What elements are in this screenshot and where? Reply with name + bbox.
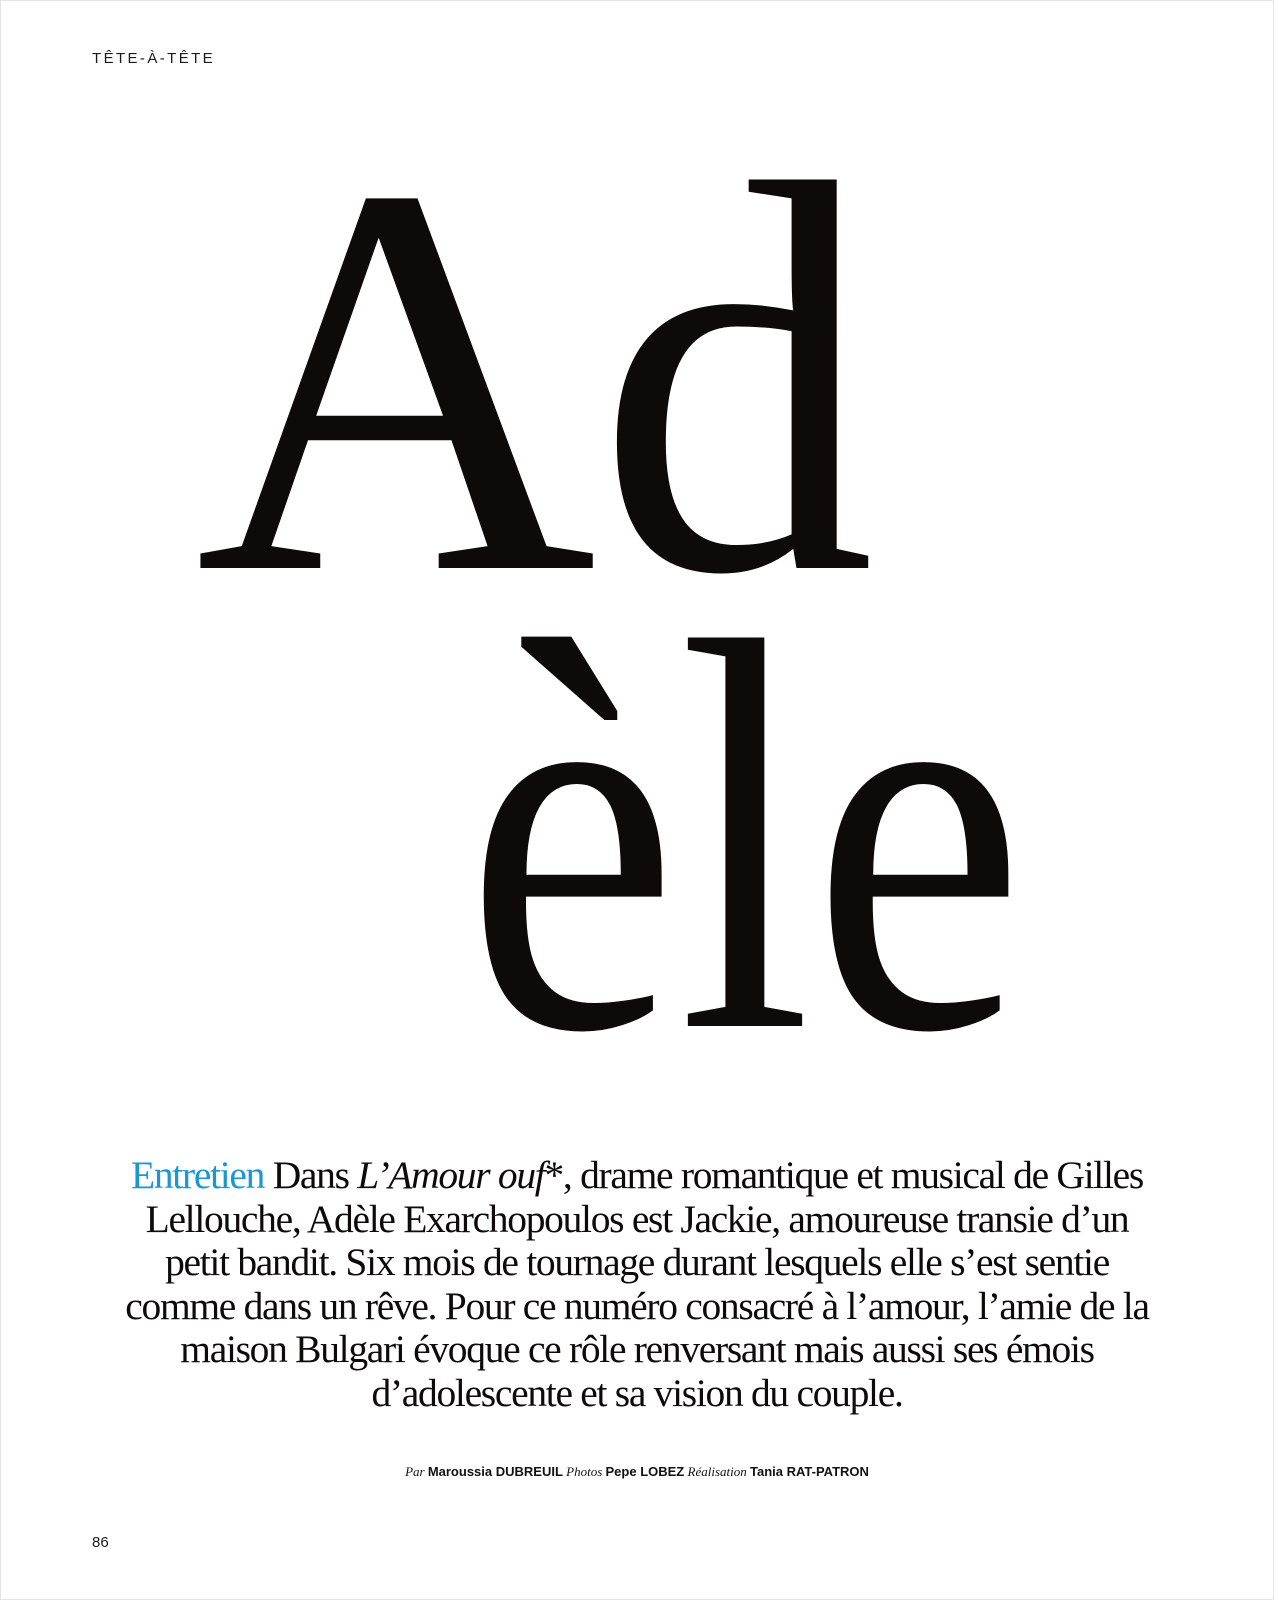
credit-writer-role: Par [405,1464,425,1479]
credit-photos-role: Photos [566,1464,603,1479]
intro-paragraph [120,1154,1154,1415]
credits-line [0,1464,1274,1480]
headline-line-2: èle [465,528,1025,1060]
credit-writer: Maroussia DUBREUIL [427,1464,563,1479]
credit-styling-role: Réalisation [687,1464,747,1479]
credit-photographer: Pepe LOBEZ [605,1464,685,1479]
section-rubric: TÊTE-À-TÊTE [92,50,216,67]
film-title: L’Amour ouf [357,1153,545,1197]
intro-kicker: Entretien [131,1153,265,1197]
headline-line-1: Ad [195,70,875,690]
page-number: 86 [92,1534,109,1551]
intro-text-body: *, drame romantique et musical de Gilles Lellouche, Adèle Exarchopoulos est Jackie, amoureuse transie d’un petit bandit. Six mois de tournage durant lesquels elle s’est sentie comme dans un rêve. Pour ce numéro consacré à l’amour, l’amie de la maison Bulgari évoque ce rôle renversant mais aussi ses émois d’adolescente et sa vision du couple. [125,1153,1149,1415]
intro-text-lead: Dans [272,1153,349,1197]
credit-stylist: Tania RAT-PATRON [749,1464,869,1479]
